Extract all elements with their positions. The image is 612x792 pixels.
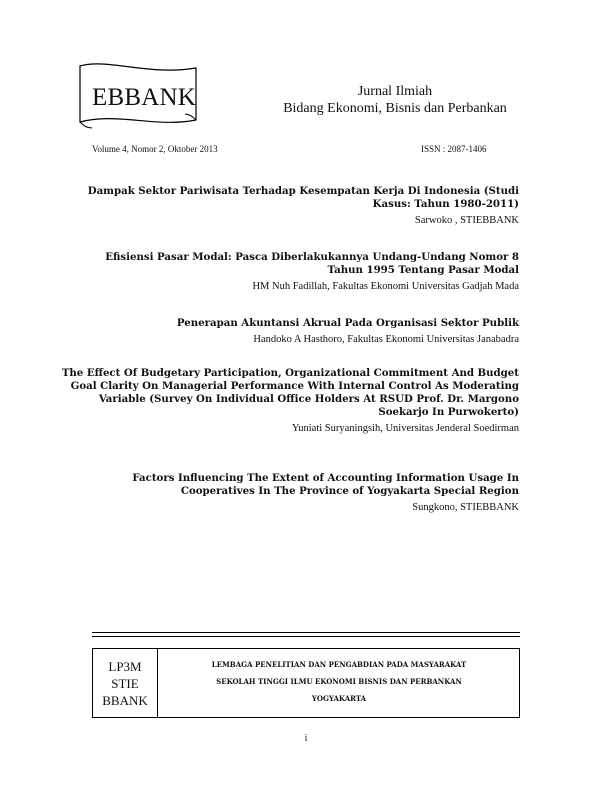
article-title-line: Penerapan Akuntansi Akrual Pada Organisasi Sektor Publik: [176, 317, 519, 329]
article-title: [88, 185, 519, 211]
article-entry: [62, 367, 519, 435]
footer-rule-thick: [92, 632, 520, 633]
journal-title: [275, 83, 515, 117]
publisher-full-name: [159, 656, 519, 707]
publisher-full-line: SEKOLAH TINGGI ILMU EKONOMI BISNIS DAN PERBANKAN: [216, 677, 462, 686]
article-title: [177, 317, 519, 330]
article-title-line: Kasus: Tahun 1980-2011): [372, 198, 519, 210]
journal-title-line2: Bidang Ekonomi, Bisnis dan Perbankan: [283, 101, 507, 116]
article-entry: [177, 317, 519, 346]
footer-rule-thin: [92, 636, 520, 637]
article-author: Sungkono, STIEBBANK: [412, 502, 519, 513]
article-title-line: Cooperatives In The Province of Yogyakarta Special Region: [180, 485, 519, 497]
journal-title-line1: Jurnal Ilmiah: [357, 84, 433, 99]
publisher-short-line: BBANK: [102, 693, 148, 708]
article-title-line: Goal Clarity On Managerial Performance With Internal Control As Moderating: [70, 380, 519, 392]
article-title: [132, 472, 519, 498]
article-entry: [105, 251, 519, 293]
article-title-line: Variable (Survey On Individual Office Holders At RSUD Prof. Dr. Margono: [98, 393, 519, 405]
article-title-line: Factors Influencing The Extent of Accounting Information Usage In: [132, 472, 519, 484]
publisher-full-line: LEMBAGA PENELITIAN DAN PENGABDIAN PADA MASYARAKAT: [211, 660, 467, 669]
issn-info: ISSN : 2087-1406: [421, 144, 487, 154]
article-title-line: The Effect Of Budgetary Participation, Organizational Commitment And Budget: [61, 367, 519, 379]
volume-info: Volume 4, Nomor 2, Oktober 2013: [92, 144, 218, 154]
article-author: Yuniati Suryaningsih, Universitas Jenderal Soedirman: [291, 423, 519, 434]
page-number: i: [304, 733, 308, 744]
article-author: HM Nuh Fadillah, Fakultas Ekonomi Universitas Gadjah Mada: [252, 281, 519, 292]
publisher-short-name: [93, 658, 157, 709]
article-title: [105, 251, 519, 277]
article-author: Handoko A Hasthoro, Fakultas Ekonomi Universitas Janabadra: [253, 334, 519, 345]
article-author: Sarwoko , STIEBBANK: [414, 215, 519, 226]
article-entry: [132, 472, 519, 514]
article-title-line: Soekarjo In Purwokerto): [378, 406, 519, 418]
article-title-line: Tahun 1995 Tentang Pasar Modal: [327, 264, 519, 276]
article-entry: [88, 185, 519, 227]
logo-text: EBBANK: [92, 84, 196, 111]
publisher-short-line: LP3M: [108, 659, 142, 674]
article-title-line: Efisiensi Pasar Modal: Pasca Diberlakukannya Undang-Undang Nomor 8: [105, 251, 519, 263]
publisher-full-line: YOGYAKARTA: [311, 694, 367, 703]
publisher-box: [92, 648, 520, 718]
publisher-short-line: STIE: [111, 676, 139, 691]
publisher-box-divider: [157, 649, 158, 717]
article-title: [62, 367, 519, 419]
article-title-line: Dampak Sektor Pariwisata Terhadap Kesempatan Kerja Di Indonesia (Studi: [87, 185, 519, 197]
